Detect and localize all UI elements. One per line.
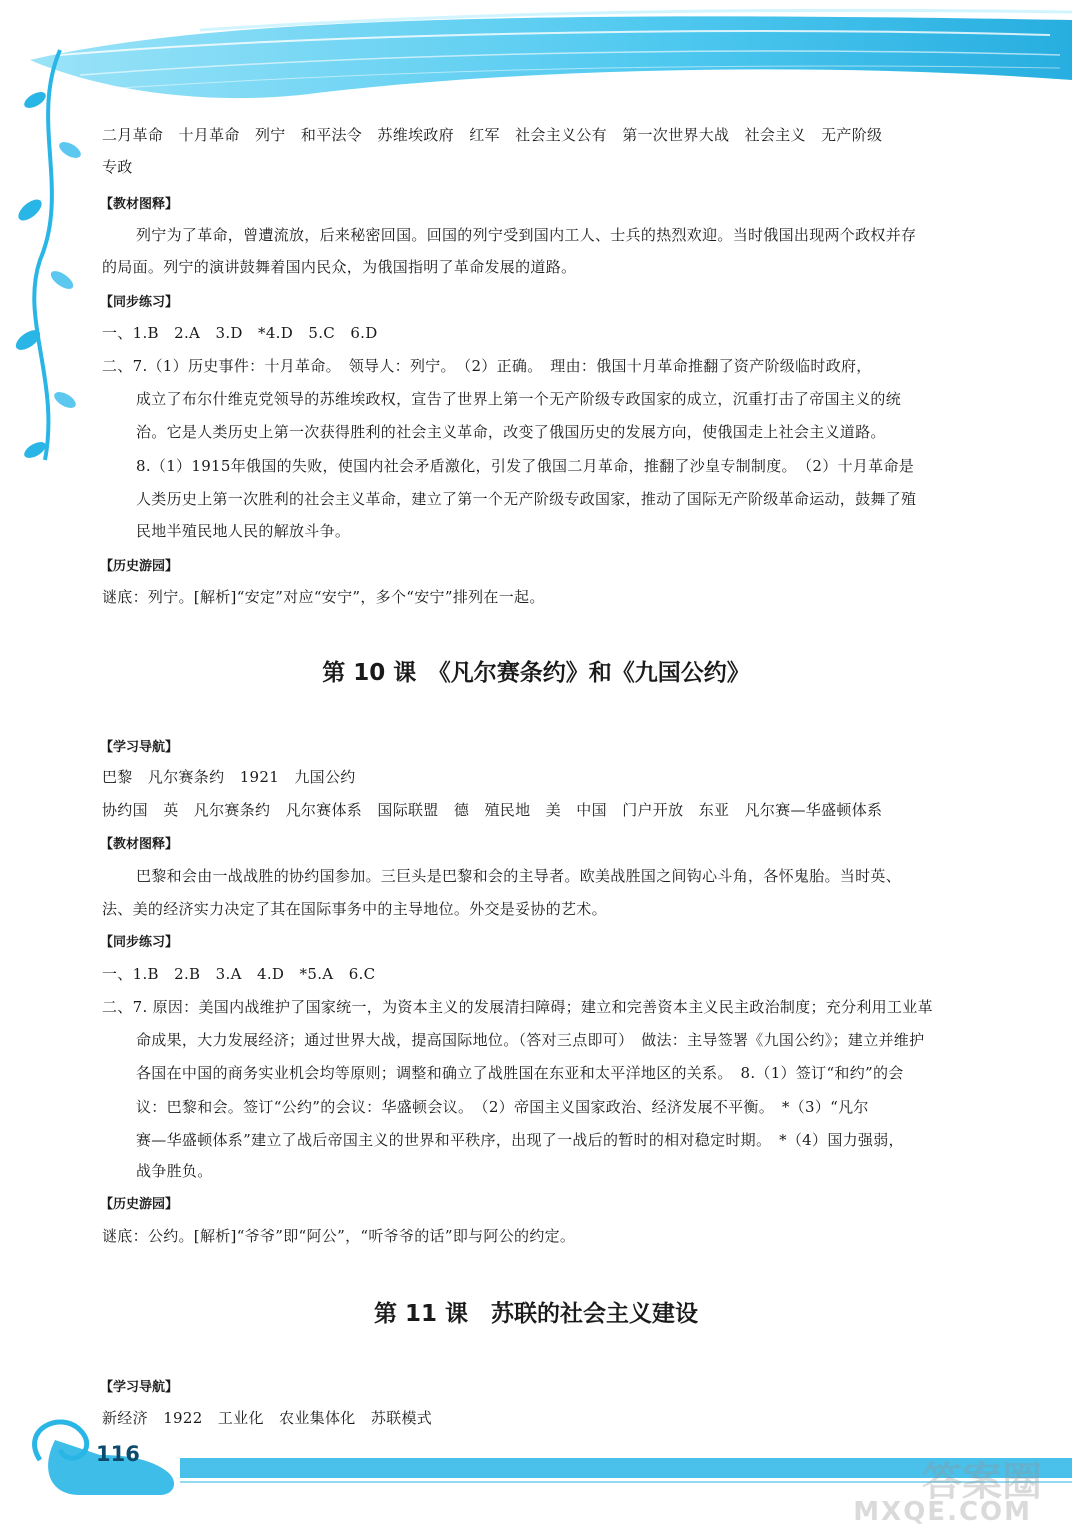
page-number: 116 xyxy=(96,1442,140,1466)
nav-terms-line: 新经济 1922 工业化 农业集体化 苏联模式 xyxy=(102,1409,433,1427)
section-tag: 【教材图释】 xyxy=(100,837,179,852)
nav-terms-line: 专政 xyxy=(102,158,133,176)
answer-line: 成立了布尔什维克党领导的苏维埃政权，宣告了世界上第一个无产阶级专政国家的成立，沉重打击了帝国主义的统 xyxy=(136,390,902,408)
answer-line: 一、1.B 2.B 3.A 4.D *5.A 6.C xyxy=(102,965,376,983)
section-tag: 【学习导航】 xyxy=(100,1380,179,1395)
riddle-line: 谜底：列宁。[解析]“安定”对应“安宁”，多个“安宁”排列在一起。 xyxy=(102,588,545,606)
paragraph-line: 的局面。列宁的演讲鼓舞着国内民众，为俄国指明了革命发展的道路。 xyxy=(102,258,577,276)
lesson-heading: 第 11 课 苏联的社会主义建设 xyxy=(373,1301,699,1327)
nav-terms-line: 二月革命 十月革命 列宁 和平法令 苏维埃政府 红军 社会主义公有 第一次世界大战 社会主义 无产阶级 xyxy=(102,126,883,144)
answer-line: 各国在中国的商务实业机会均等原则；调整和确立了战胜国在东亚和太平洋地区的关系。 8.（1）签订“和约”的会 xyxy=(136,1064,904,1082)
answer-line: 二、7. 原因：美国内战维护了国家统一，为资本主义的发展清扫障碍；建立和完善资本主义民主政治制度；充分利用工业革 xyxy=(102,998,933,1016)
answer-line: 二、7.（1）历史事件：十月革命。 领导人：列宁。 （2）正确。 理由：俄国十月革命推翻了资产阶级临时政府， xyxy=(102,357,872,375)
section-tag: 【同步练习】 xyxy=(100,935,179,950)
watermark-logo: 答案圈 xyxy=(922,1459,1042,1505)
section-tag: 【教材图释】 xyxy=(100,197,179,212)
section-tag: 【历史游园】 xyxy=(100,1197,179,1212)
section-tag: 【同步练习】 xyxy=(100,295,179,310)
paragraph-line: 法、美的经济实力决定了其在国际事务中的主导地位。外交是妥协的艺术。 xyxy=(102,900,607,918)
paragraph-line: 巴黎和会由一战战胜的协约国参加。三巨头是巴黎和会的主导者。欧美战胜国之间钩心斗角，各怀鬼胎。当时英、 xyxy=(136,867,902,885)
section-tag: 【历史游园】 xyxy=(100,559,179,574)
answer-line: 人类历史上第一次胜利的社会主义革命，建立了第一个无产阶级专政国家，推动了国际无产阶级革命运动，鼓舞了殖 xyxy=(136,490,917,508)
watermark-url: MXQE.COM xyxy=(853,1497,1032,1527)
answer-line: 治。它是人类历史上第一次获得胜利的社会主义革命，改变了俄国历史的发展方向，使俄国走上社会主义道路。 xyxy=(136,423,886,441)
section-tag: 【学习导航】 xyxy=(100,740,179,755)
top-banner xyxy=(0,0,1072,130)
lesson-heading: 第 10 课 《凡尔赛条约》和《九国公约》 xyxy=(322,660,750,686)
answer-line: 一、1.B 2.A 3.D *4.D 5.C 6.D xyxy=(102,324,378,342)
answer-line: 议：巴黎和会。签订“公约”的会议：华盛顿会议。 （2）帝国主义国家政治、经济发展不平衡。 *（3）“凡尔 xyxy=(136,1098,869,1116)
vine-decoration xyxy=(0,40,90,480)
nav-terms-line: 协约国 英 凡尔赛条约 凡尔赛体系 国际联盟 德 殖民地 美 中国 门户开放 东亚 凡尔赛—华盛顿体系 xyxy=(102,801,883,819)
answer-line: 战争胜负。 xyxy=(136,1162,213,1180)
answer-line: 民地半殖民地人民的解放斗争。 xyxy=(136,522,351,540)
riddle-line: 谜底：公约。[解析]“爷爷”即“阿公”，“听爷爷的话”即与阿公的约定。 xyxy=(102,1227,576,1245)
answer-line: 命成果，大力发展经济；通过世界大战，提高国际地位。（答对三点即可） 做法：主导签署《九国公约》；建立并维护 xyxy=(136,1031,925,1049)
nav-terms-line: 巴黎 凡尔赛条约 1921 九国公约 xyxy=(102,768,356,786)
paragraph-line: 列宁为了革命，曾遭流放，后来秘密回国。回国的列宁受到国内工人、士兵的热烈欢迎。当时俄国出现两个政权并存 xyxy=(136,226,917,244)
answer-line: 8.（1）1915年俄国的失败，使国内社会矛盾激化，引发了俄国二月革命，推翻了沙皇专制制度。 （2）十月革命是 xyxy=(136,457,915,475)
answer-line: 赛—华盛顿体系”建立了战后帝国主义的世界和平秩序，出现了一战后的暂时的相对稳定时期。 *（4）国力强弱， xyxy=(136,1131,904,1149)
